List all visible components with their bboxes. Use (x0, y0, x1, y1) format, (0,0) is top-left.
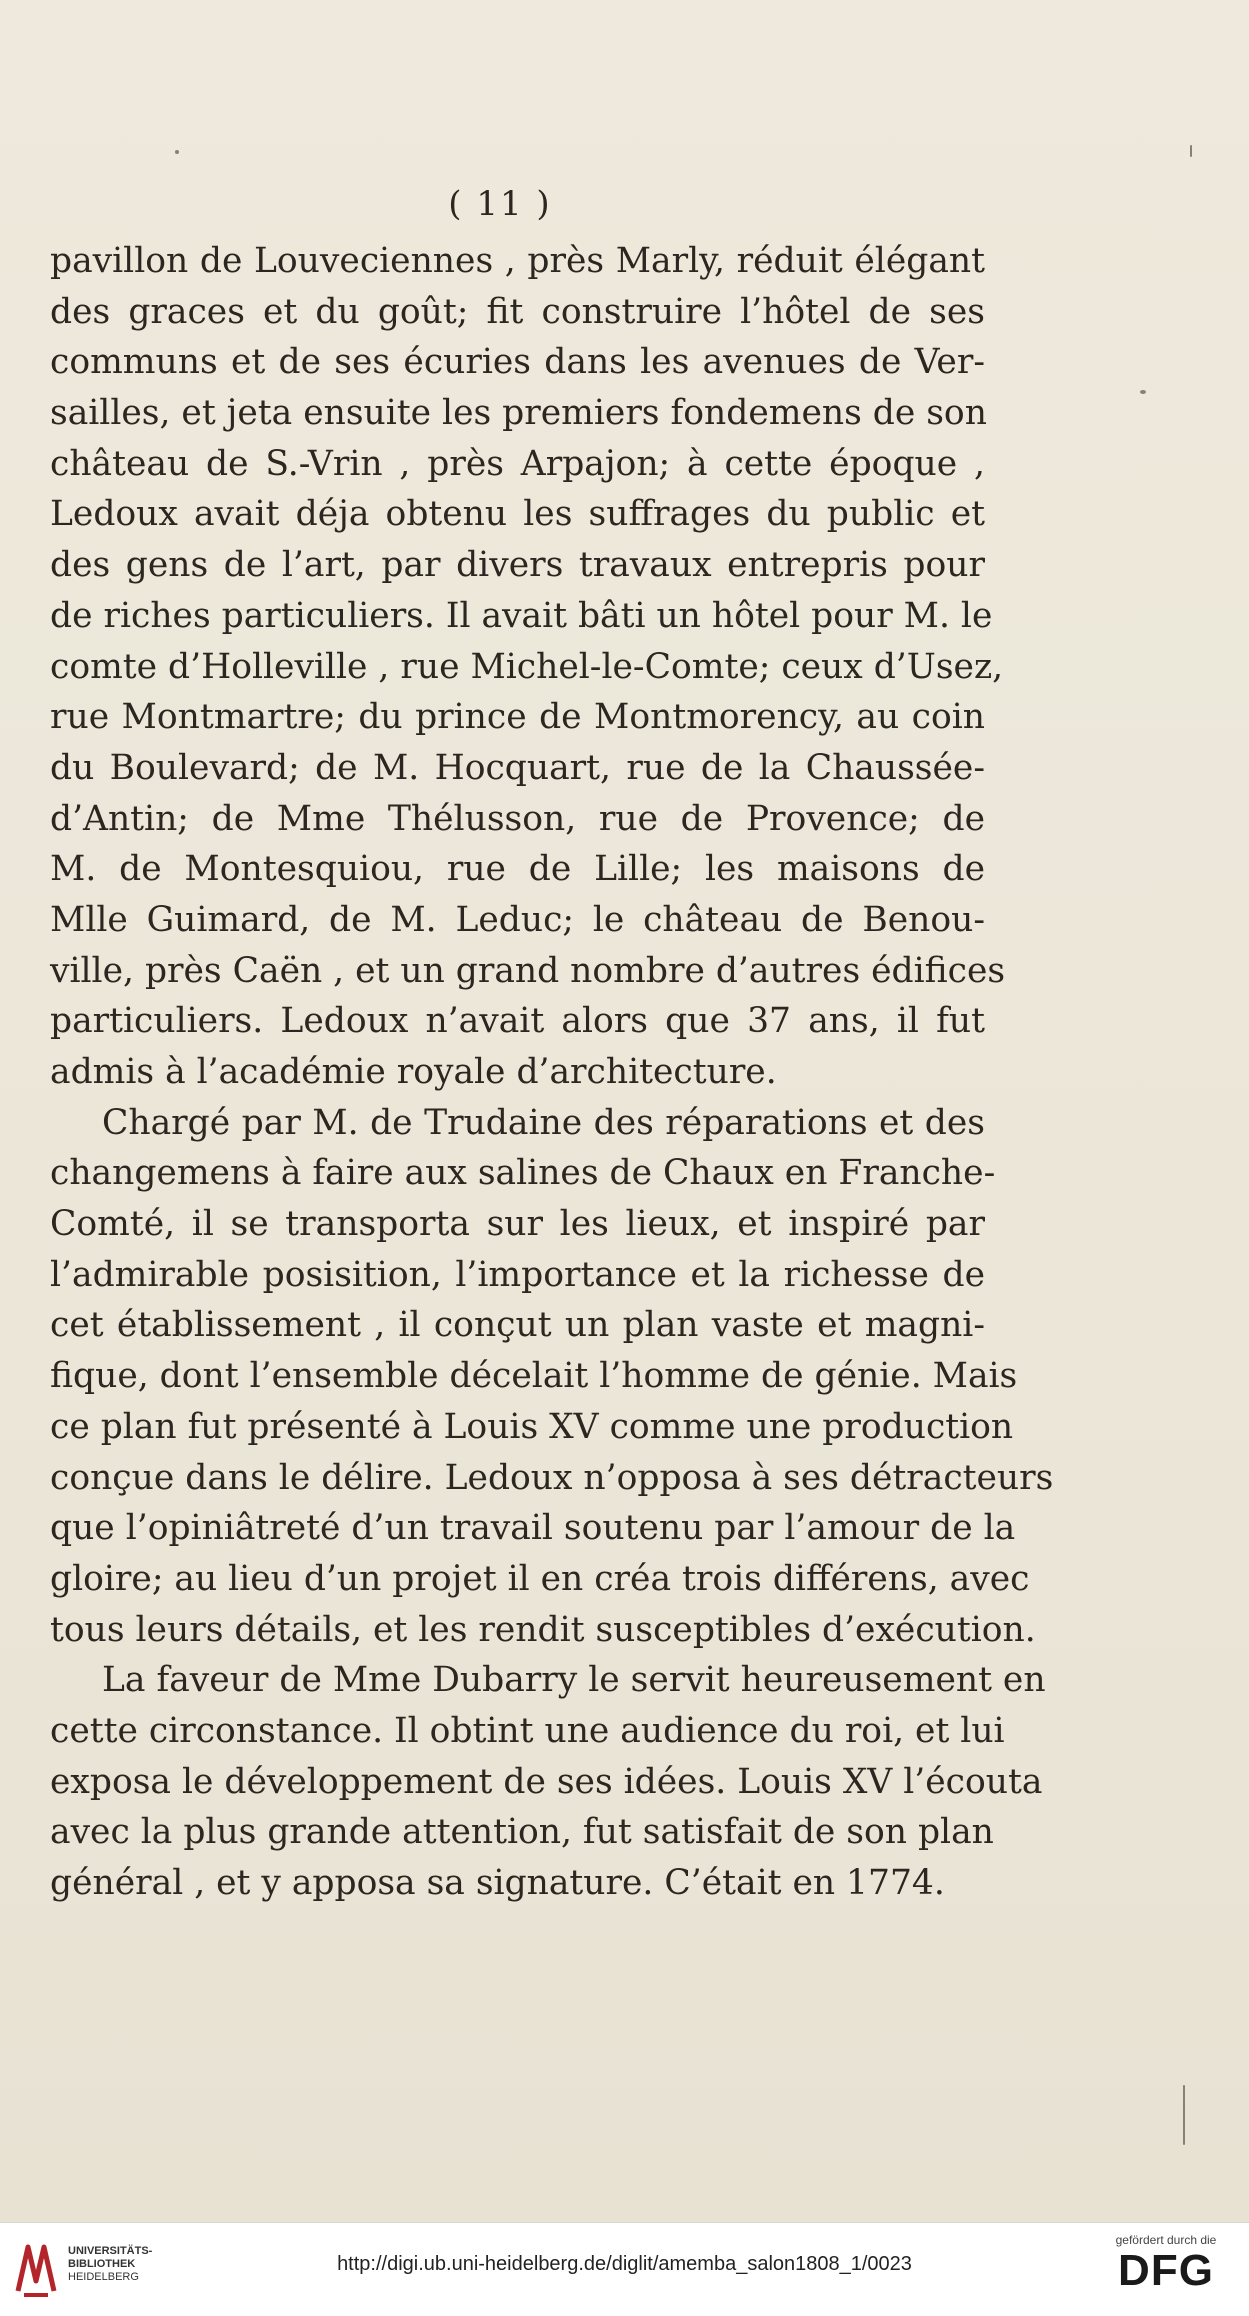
footer-bar (0, 2222, 1249, 2316)
text-line: d’Antin; de Mme Thélusson, rue de Provence; de (50, 798, 985, 839)
funder-caption: gefördert durch die (1115, 2233, 1217, 2247)
text-line: des graces et du goût; fit construire l’hôtel de ses (50, 291, 985, 332)
text-line: que l’opiniâtreté d’un travail soutenu par l’amour de la (50, 1508, 1016, 1549)
page-number: ( 11 ) (448, 184, 552, 224)
text-line: gloire; au lieu d’un projet il en créa trois différens, avec (50, 1558, 1030, 1599)
paper-speck (1140, 390, 1146, 394)
text-line: M. de Montesquiou, rue de Lille; les maisons de (50, 849, 985, 890)
text-line: comte d’Holleville , rue Michel-le-Comte; ceux d’Usez, (50, 646, 1004, 687)
text-line: cette circonstance. Il obtint une audience du roi, et lui (50, 1710, 1005, 1751)
library-name-line: UNIVERSITÄTS- (68, 2245, 153, 2257)
text-line: l’admirable posisition, l’importance et la richesse de (50, 1254, 985, 1295)
text-line: changemens à faire aux salines de Chaux en Franche- (50, 1153, 996, 1194)
text-line: exposa le développement de ses idées. Louis XV l’écouta (50, 1761, 1043, 1802)
text-line: La faveur de Mme Dubarry le servit heureusement en (102, 1660, 1046, 1701)
text-line: admis à l’académie royale d’architecture. (50, 1052, 777, 1092)
text-line: ville, près Caën , et un grand nombre d’autres édifices (50, 950, 1006, 991)
text-line: communs et de ses écuries dans les avenues de Ver- (50, 342, 985, 383)
text-line: tous leurs détails, et les rendit susceptibles d’exécution. (50, 1609, 1036, 1650)
source-url[interactable]: http://digi.ub.uni-heidelberg.de/diglit/amemba_salon1808_1/0023 (337, 2253, 912, 2275)
text-line: des gens de l’art, par divers travaux entrepris pour (50, 545, 985, 586)
text-line: du Boulevard; de M. Hocquart, rue de la Chaussée- (50, 747, 985, 788)
body-text (50, 236, 1054, 1909)
text-line: Mlle Guimard, de M. Leduc; le château de Benou- (50, 899, 985, 940)
text-line: conçue dans le délire. Ledoux n’opposa à ses détracteurs (50, 1457, 1054, 1498)
text-line: fique, dont l’ensemble décelait l’homme de génie. Mais (50, 1356, 1018, 1397)
text-line: Ledoux avait déja obtenu les suffrages du public et (50, 494, 985, 535)
text-line: général , et y apposa sa signature. C’était en 1774. (50, 1863, 945, 1903)
text-line: avec la plus grande attention, fut satisfait de son plan (50, 1812, 994, 1853)
text-line: particuliers. Ledoux n’avait alors que 37 ans, il fut (50, 1001, 985, 1042)
text-line: rue Montmartre; du prince de Montmorency, au coin (50, 697, 985, 738)
text-line: de riches particuliers. Il avait bâti un hôtel pour M. le (50, 595, 993, 636)
text-line: pavillon de Louveciennes , près Marly, réduit élégant (50, 241, 985, 281)
library-name-line: BIBLIOTHEK (68, 2258, 136, 2270)
paper-mark (1190, 145, 1192, 157)
funder-logo[interactable] (1101, 2233, 1231, 2295)
paper-speck (175, 150, 179, 154)
text-line: cet établissement , il conçut un plan vaste et magni- (50, 1305, 985, 1346)
paper-mark (1183, 2085, 1185, 2145)
text-line: Comté, il se transporta sur les lieux, et inspiré par (50, 1204, 985, 1245)
dfg-logo: DFG (1118, 2246, 1214, 2295)
library-name-line: HEIDELBERG (68, 2271, 139, 2283)
text-line: château de S.-Vrin , près Arpajon; à cette époque , (50, 443, 985, 484)
text-line: Chargé par M. de Trudaine des réparations et des (102, 1102, 985, 1143)
text-line: sailles, et jeta ensuite les premiers fondemens de son (50, 393, 987, 434)
text-line: ce plan fut présenté à Louis XV comme une production (50, 1406, 1014, 1447)
